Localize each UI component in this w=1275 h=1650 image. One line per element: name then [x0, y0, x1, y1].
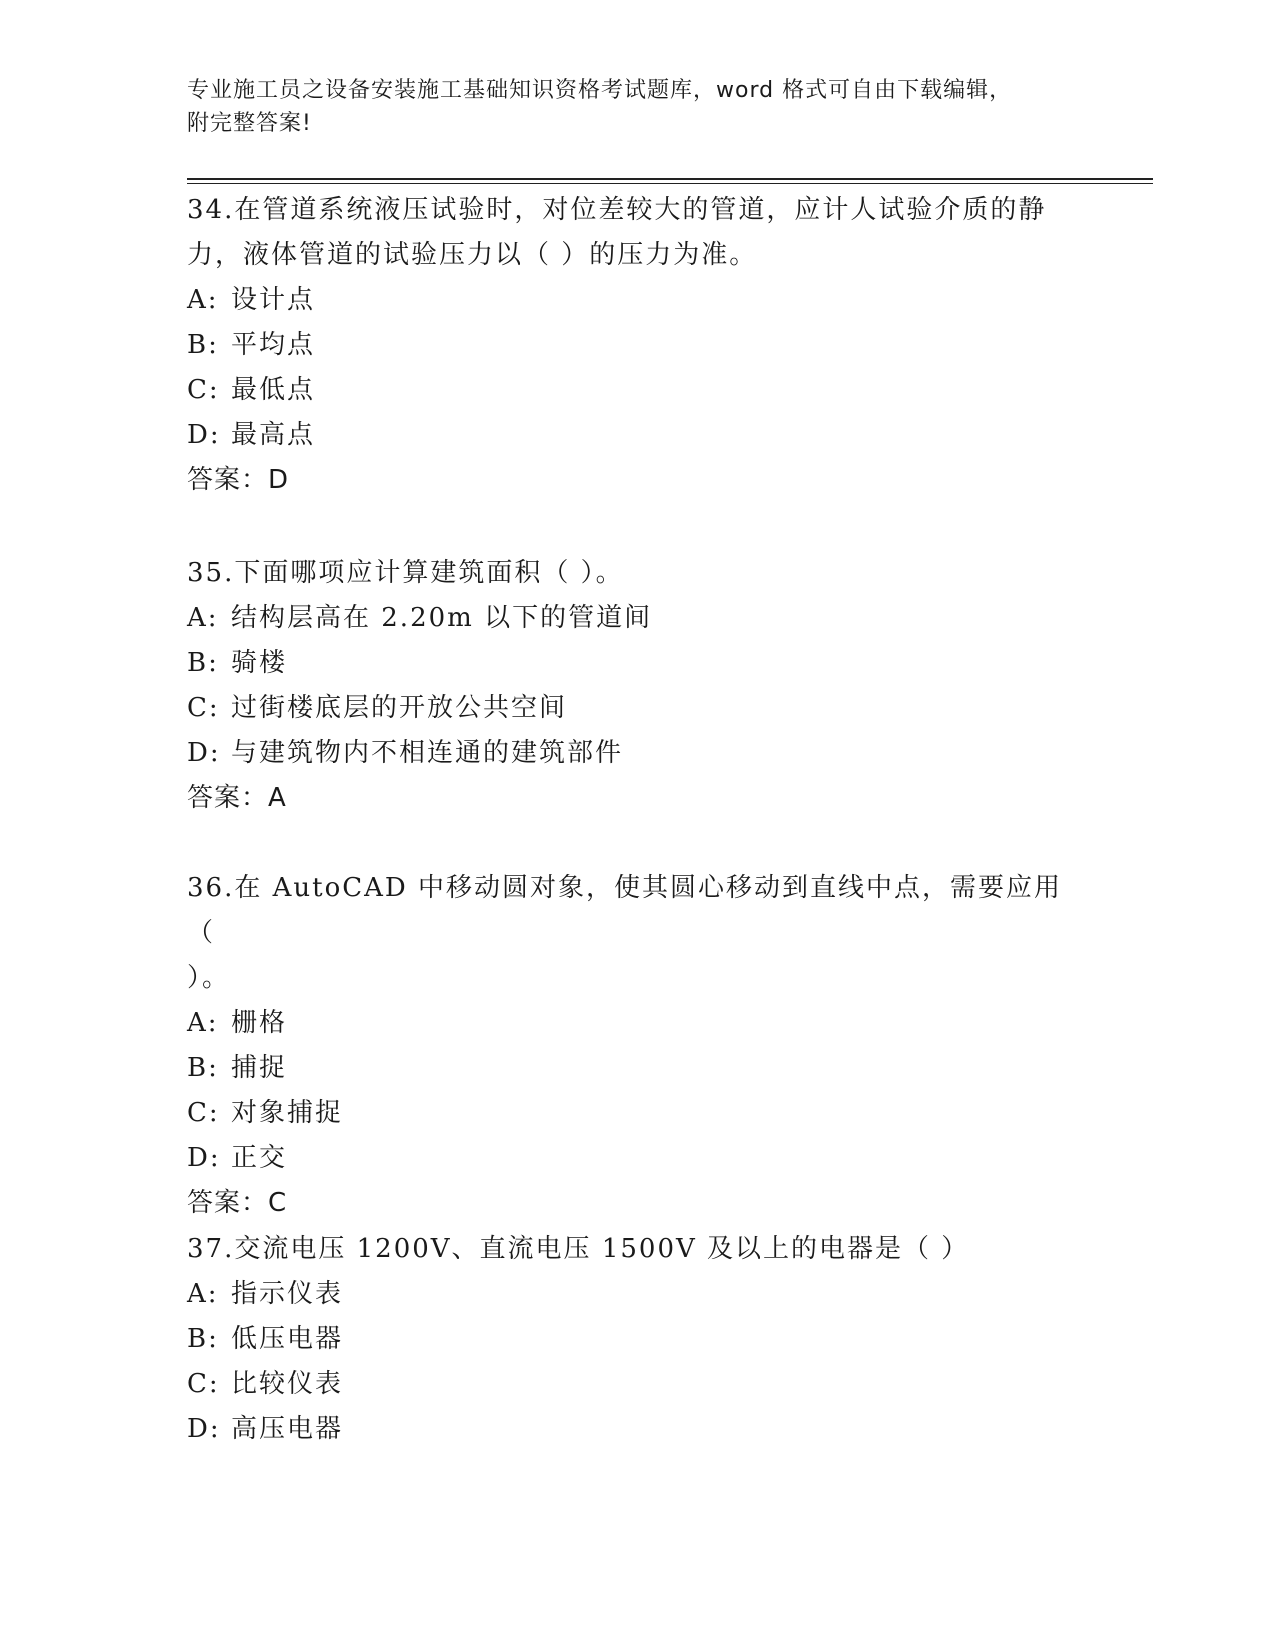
question-stem-line-2: ）。 — [187, 963, 231, 993]
option-a — [187, 278, 1087, 323]
option-b — [187, 1317, 1087, 1362]
question-stem — [187, 188, 1087, 278]
header-divider-thin — [187, 183, 1153, 184]
option-text: 最低点 — [231, 375, 316, 405]
option-text: 指示仪表 — [231, 1279, 344, 1309]
option-b — [187, 1046, 1087, 1091]
question-stem-line-1: 35.下面哪项应计算建筑面积（ ）。 — [187, 558, 624, 588]
option-text: 设计点 — [231, 285, 316, 315]
option-text: 骑楼 — [231, 648, 288, 678]
option-text: 最高点 — [231, 420, 316, 450]
option-letter: B: — [187, 330, 219, 360]
answer-line: 答案：D — [187, 465, 290, 495]
option-text: 低压电器 — [231, 1324, 344, 1354]
header-line-2: 附完整答案! — [187, 111, 312, 136]
question-stem — [187, 1227, 1087, 1272]
option-letter: B: — [187, 648, 219, 678]
document-header — [187, 74, 1067, 140]
option-letter: A: — [187, 1279, 219, 1309]
option-text: 比较仪表 — [231, 1369, 344, 1399]
option-text: 过街楼底层的开放公共空间 — [231, 693, 568, 723]
option-letter: A: — [187, 285, 219, 315]
question-37 — [187, 1227, 1087, 1452]
option-letter: B: — [187, 1053, 219, 1083]
option-letter: C: — [187, 1369, 220, 1399]
option-b — [187, 641, 1087, 686]
option-text: 与建筑物内不相连通的建筑部件 — [231, 738, 624, 768]
option-d — [187, 731, 1087, 776]
question-34 — [187, 188, 1087, 503]
option-c — [187, 1091, 1087, 1136]
option-text: 捕捉 — [231, 1053, 288, 1083]
header-divider-thick — [187, 178, 1153, 180]
answer-line: 答案：C — [187, 1188, 288, 1218]
question-stem-line-1: 34.在管道系统液压试验时，对位差较大的管道，应计人试验介质的静 — [187, 195, 1047, 225]
option-a — [187, 596, 1087, 641]
option-letter: C: — [187, 375, 220, 405]
option-d — [187, 413, 1087, 458]
header-line-1: 专业施工员之设备安装施工基础知识资格考试题库，word 格式可自由下载编辑， — [187, 78, 1013, 103]
question-stem-line-2: 力，液体管道的试验压力以（ ）的压力为准。 — [187, 240, 758, 270]
option-text: 高压电器 — [231, 1414, 344, 1444]
option-a — [187, 1272, 1087, 1317]
question-stem-line-1: 36.在 AutoCAD 中移动圆对象，使其圆心移动到直线中点，需要应用（ — [187, 873, 1063, 948]
option-b — [187, 323, 1087, 368]
option-letter: D: — [187, 420, 221, 450]
option-letter: C: — [187, 693, 220, 723]
option-letter: D: — [187, 1143, 221, 1173]
option-d — [187, 1136, 1087, 1181]
option-letter: D: — [187, 738, 221, 768]
option-text: 结构层高在 2.20m 以下的管道间 — [231, 603, 653, 633]
answer-line: 答案：A — [187, 783, 287, 813]
option-letter: B: — [187, 1324, 219, 1354]
option-text: 平均点 — [231, 330, 316, 360]
option-text: 栅格 — [231, 1008, 288, 1038]
option-text: 正交 — [231, 1143, 288, 1173]
option-letter: D: — [187, 1414, 221, 1444]
question-35 — [187, 551, 1087, 821]
question-stem — [187, 866, 1087, 1001]
option-text: 对象捕捉 — [231, 1098, 344, 1128]
option-c — [187, 1362, 1087, 1407]
question-36 — [187, 866, 1087, 1226]
question-stem — [187, 551, 1087, 596]
option-a — [187, 1001, 1087, 1046]
option-letter: C: — [187, 1098, 220, 1128]
option-c — [187, 686, 1087, 731]
option-letter: A: — [187, 1008, 219, 1038]
question-stem-line-1: 37.交流电压 1200V、直流电压 1500V 及以上的电器是（ ） — [187, 1234, 970, 1264]
option-letter: A: — [187, 603, 219, 633]
option-c — [187, 368, 1087, 413]
option-d — [187, 1407, 1087, 1452]
